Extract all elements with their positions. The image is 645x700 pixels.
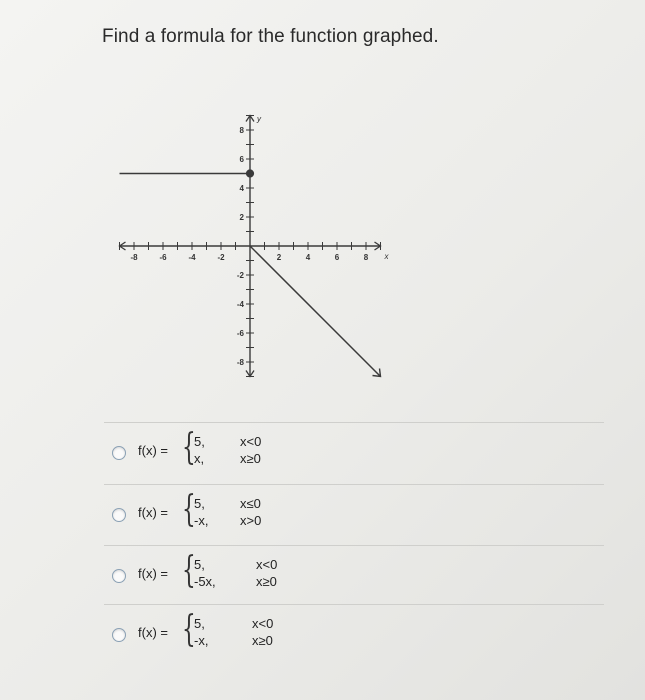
x-tick-label: -2 <box>217 253 225 262</box>
brace-icon: { <box>182 550 196 591</box>
x-tick-label: 2 <box>276 253 282 262</box>
piece-condition-2: x≥0 <box>240 451 261 466</box>
y-tick-label: -2 <box>236 271 244 280</box>
piece-expression-1: 5, <box>194 616 205 631</box>
series-line-2 <box>250 246 381 377</box>
brace-icon: { <box>182 609 196 650</box>
piece-condition-1: x<0 <box>252 616 274 631</box>
question-prompt: Find a formula for the function graphed. <box>102 26 439 47</box>
piece-condition-2: x≥0 <box>252 633 273 648</box>
y-tick-label: 8 <box>239 126 244 135</box>
x-tick-label: -6 <box>159 253 167 262</box>
answer-option-1[interactable] <box>112 424 362 480</box>
x-tick-label: 4 <box>305 253 311 262</box>
piece-expression-1: 5, <box>194 434 205 449</box>
option-label: f(x) = <box>138 505 168 520</box>
radio-button[interactable] <box>112 446 126 460</box>
piece-expression-2: -x, <box>194 633 209 648</box>
answer-option-4[interactable] <box>112 606 362 662</box>
function-graph <box>100 98 389 388</box>
piece-condition-2: x>0 <box>240 513 262 528</box>
piece-expression-1: 5, <box>194 557 205 572</box>
piece-condition-2: x≥0 <box>256 574 277 589</box>
x-tick-label: -8 <box>130 253 138 262</box>
graph-point-closed <box>247 170 254 177</box>
brace-icon: { <box>182 489 196 530</box>
y-tick-label: 4 <box>239 184 244 193</box>
piece-condition-1: x<0 <box>240 434 262 449</box>
x-axis-label: x <box>384 252 389 261</box>
option-separator <box>104 422 604 423</box>
answer-option-3[interactable] <box>112 547 362 603</box>
option-label: f(x) = <box>138 566 168 581</box>
option-separator <box>104 545 604 546</box>
y-tick-label: 6 <box>239 155 244 164</box>
y-tick-label: -6 <box>236 329 244 338</box>
x-tick-label: -4 <box>188 253 196 262</box>
radio-button[interactable] <box>112 628 126 642</box>
axes-layer <box>120 115 390 377</box>
piece-expression-2: -5x, <box>194 574 216 589</box>
piece-expression-2: -x, <box>194 513 209 528</box>
radio-button[interactable] <box>112 508 126 522</box>
piece-condition-1: x≤0 <box>240 496 261 511</box>
x-tick-label: 6 <box>334 253 340 262</box>
piece-expression-2: x, <box>194 451 205 466</box>
option-label: f(x) = <box>138 625 168 640</box>
answer-option-2[interactable] <box>112 486 362 542</box>
option-label: f(x) = <box>138 443 168 458</box>
piece-expression-1: 5, <box>194 496 205 511</box>
x-tick-label: 8 <box>363 253 369 262</box>
piece-condition-1: x<0 <box>256 557 278 572</box>
y-tick-label: 2 <box>239 213 244 222</box>
y-tick-label: -8 <box>236 358 244 367</box>
option-separator <box>104 604 604 605</box>
radio-button[interactable] <box>112 569 126 583</box>
y-tick-label: -4 <box>236 300 244 309</box>
brace-icon: { <box>182 427 196 468</box>
y-axis-label: y <box>257 114 261 124</box>
option-separator <box>104 484 604 485</box>
